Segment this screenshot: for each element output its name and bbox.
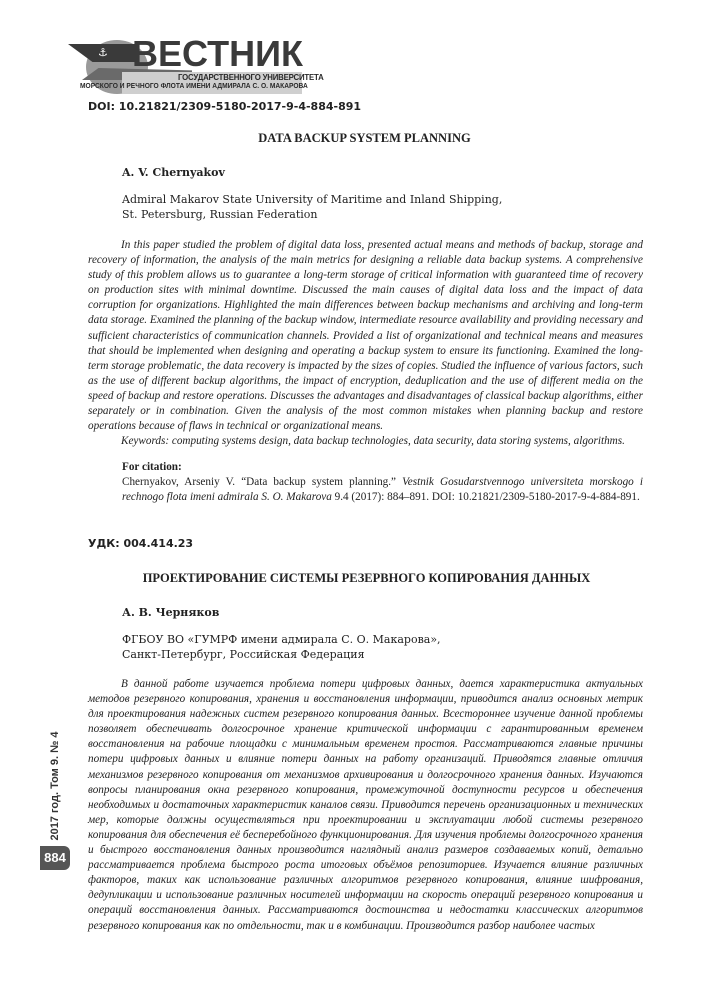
journal-subtitle-1: ГОСУДАРСТВЕННОГО УНИВЕРСИТЕТА (178, 72, 324, 82)
udk-code: УДК: 004.414.23 (88, 537, 194, 550)
abstract-ru (88, 677, 643, 934)
page-sidebar (38, 724, 68, 884)
keywords-en: Keywords: computing systems design, data backup technologies, data security, data storing systems, algorithms. (121, 435, 625, 448)
article-title-en: DATA BACKUP SYSTEM PLANNING (258, 131, 471, 145)
anchor-icon: ⚓ (98, 46, 108, 59)
abstract-en-text: In this paper studied the problem of digital data loss, presented actual means and methods of backup, storage and recovery of information, the analysis of the main metrics for designing a reliable data backup systems. A comprehensive study of this problem allows us to guarantee a long-term storage of critical information with guaranteed time of recovery on production sites with minimal downtime. Discussed the main causes of digital data loss and the impact of data corruption for organizations. Highlighted the main differences between backup mechanisms and archiving and long-term data storage. Examined the planning of the backup window, intermediate resource availability and providing necessary and sufficient characteristics of communication channels. Provided a list of organizational and technical means and measures that should be implemented when designing and operating a backup system to ensure its functioning. Examined the long-term storage problematic, the data recovery is impacted by the sizes of copies. Studied the influence of various factors, such as the use of different backup algorithms, the impact of encryption, deduplication and the use of different media on the speed of backup and restore operations. Discusses the advantages and disadvantages of classical backup algorithms, either separately or in combination. Given the analysis of the most common mistakes when planning backup and restore operations because of flaws in technical or organizational means. (88, 239, 643, 433)
issue-label: 2017 год. Том 9. № 4 (49, 731, 61, 841)
article-title-ru: ПРОЕКТИРОВАНИЕ СИСТЕМЫ РЕЗЕРВНОГО КОПИРОВАНИЯ ДАННЫХ (142, 571, 591, 585)
affiliation-ru-line2: Санкт-Петербург, Российская Федерация (122, 648, 365, 661)
affiliation-en-line1: Admiral Makarov State University of Maritime and Inland Shipping, (122, 193, 503, 206)
affiliation-ru (122, 632, 441, 662)
citation-prefix: Chernyakov, Arseniy V. “Data backup system planning.” (122, 476, 403, 488)
doi[interactable]: DOI: 10.21821/2309-5180-2017-9-4-884-891 (88, 100, 362, 113)
affiliation-en-line2: St. Petersburg, Russian Federation (122, 208, 318, 221)
page-number: 884 (40, 846, 70, 870)
author-ru: А. В. Черняков (122, 606, 220, 619)
journal-subtitle-2: МОРСКОГО И РЕЧНОГО ФЛОТА ИМЕНИ АДМИРАЛА С. О. МАКАРОВА (80, 83, 308, 90)
citation-journal: Vestnik Gosudarstvennogo universiteta morskogo i rechnogo flota imeni admirala S. O. Makarova (122, 476, 644, 503)
affiliation-ru-line1: ФГБОУ ВО «ГУМРФ имени адмирала С. О. Макарова», (122, 633, 441, 646)
citation-text (122, 475, 643, 505)
citation-label: For citation: (122, 461, 182, 473)
journal-title: ВЕСТНИК (132, 33, 303, 74)
citation-block (122, 460, 643, 505)
abstract-en (88, 238, 643, 449)
author-en: A. V. Chernyakov (122, 166, 225, 179)
citation-suffix: 9.4 (2017): 884–891. DOI: 10.21821/2309-5180-2017-9-4-884-891. (331, 491, 640, 503)
journal-logo (62, 33, 324, 94)
affiliation-en (122, 192, 502, 222)
abstract-ru-text: В данной работе изучается проблема потери цифровых данных, дается характеристика актуальных методов резервного копирования, хранения и восстановления информации, приводится анализ основных метрик для проектирования надежных систем резервного копирования данных. Всестороннее изучение данной проблемы позволяет обеспечивать долгосрочное хранение критической информации с гарантированным временем восстановления на рабочие площадки с минимальным временем простоя. Рассматриваются главные причины потери цифровых данных и влияние потери данных на работу организаций. Приводятся главные отличия механизмов резервного копирования от механизмов архивирования и долгосрочного хранения данных. Изучаются вопросы планирования окна резервного копирования, промежуточной доступности ресурсов и обеспечения необходимых и достаточных характеристик каналов связи. Приводится перечень организационных и технических мер, которые должны осуществляться при проектировании и эксплуатации любой системы резервного копирования для обеспечения её бесперебойного функционирования. Для изучения проблемы долгосрочного хранения и быстрого восстановления данных производится наглядный анализ размеров создаваемых копий, детально рассматривается проблема быстрого роста итоговых объёмов репозиториев. Изучается влияние различных факторов, таких как использование различных алгоритмов резервного копирования, влияние шифрования, дедупликации и использование различных носителей информации на скорость операций резервного копирования и операций восстановления данных. Рассматриваются достоинства и недостатки классических алгоритмов резервного копирования как по отдельности, так и в комбинации. Производится разбор наиболее частых (88, 678, 643, 932)
